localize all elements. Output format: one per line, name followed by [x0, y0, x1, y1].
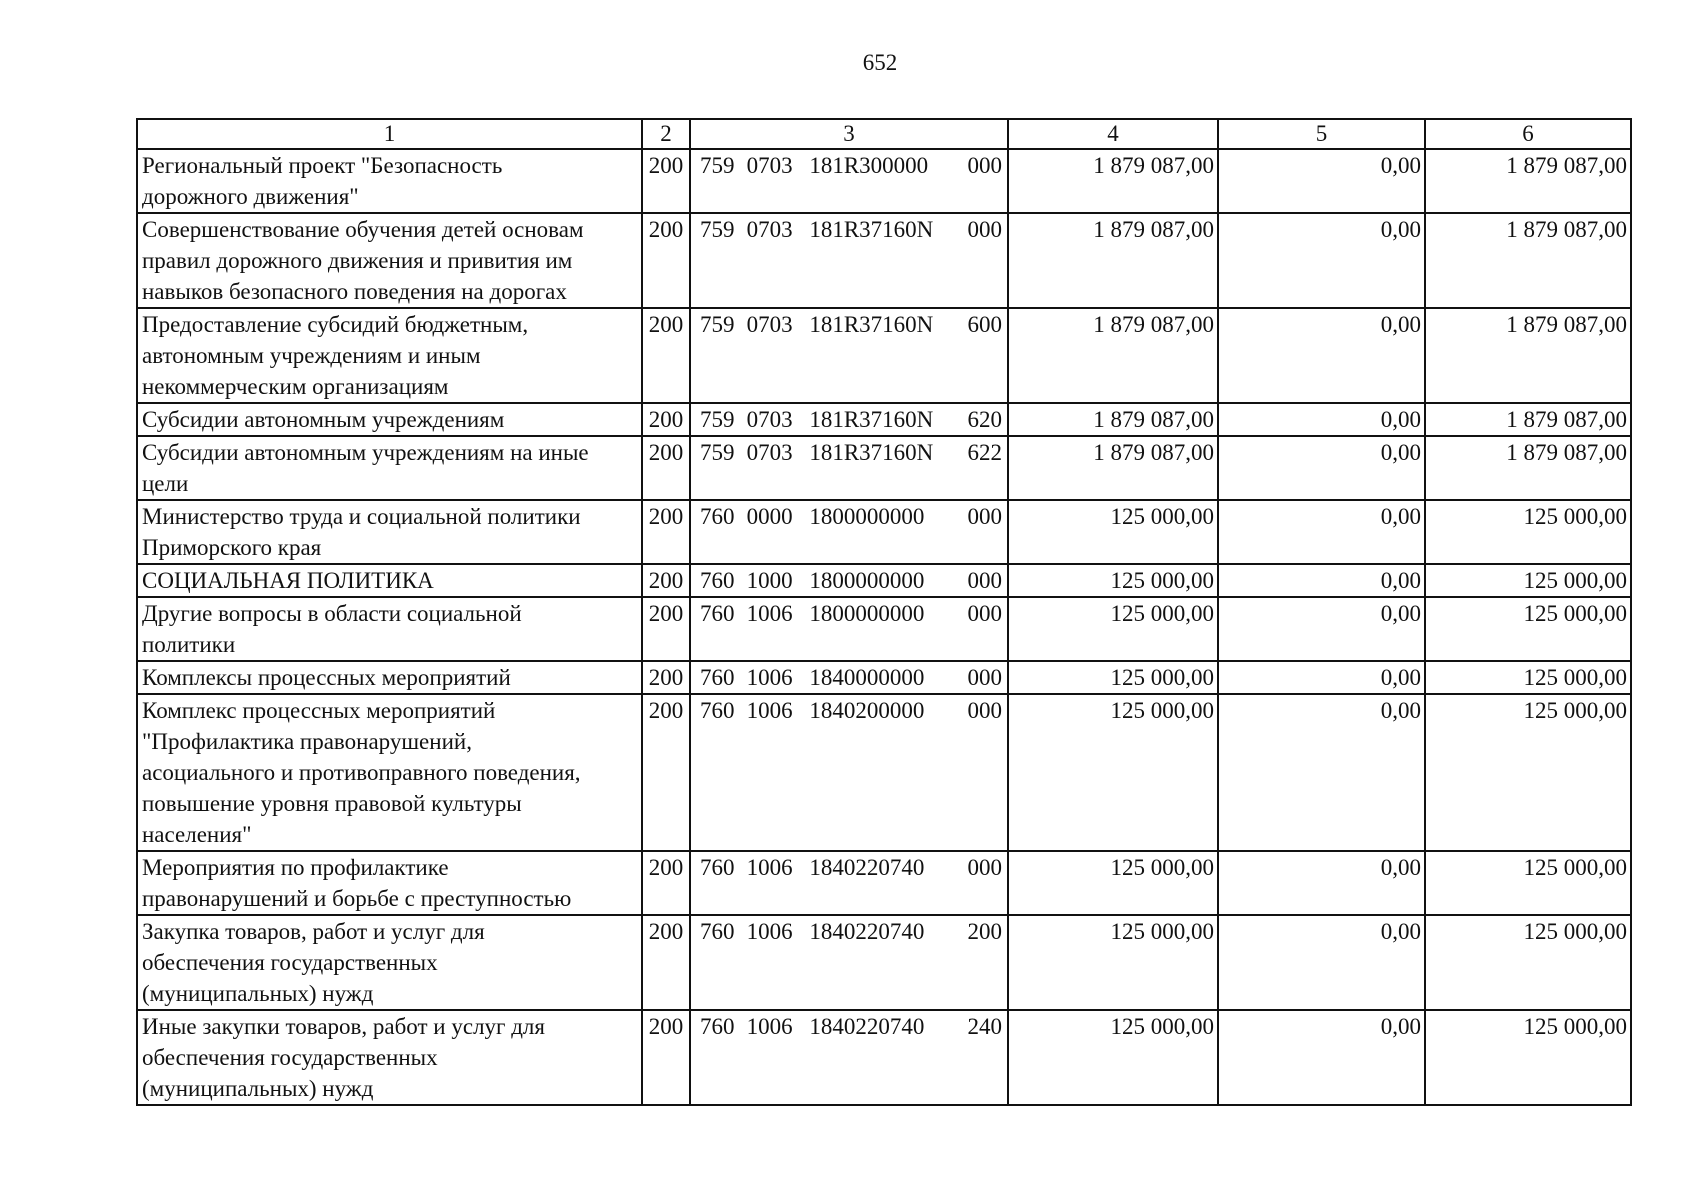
- row-col6-cell: 125 000,00: [1425, 597, 1631, 661]
- table-row: [137, 661, 1631, 694]
- row-col6-cell: 125 000,00: [1425, 661, 1631, 694]
- code-expense-type: 000: [967, 568, 1002, 593]
- row-code-cell: [690, 500, 1008, 564]
- row-col5-cell: 0,00: [1218, 1010, 1425, 1105]
- code-expense-type: 000: [967, 504, 1002, 529]
- table-row: [137, 436, 1631, 500]
- budget-table: [136, 118, 1632, 1106]
- code-cs: 760: [700, 665, 735, 690]
- row-name-cell: Иные закупки товаров, работ и услуг для обеспечения государственных (муниципальных) нужд: [137, 1010, 642, 1105]
- table-row: [137, 213, 1631, 308]
- row-col4-cell: 1 879 087,00: [1008, 403, 1218, 436]
- code-expense-type: 000: [967, 855, 1002, 880]
- row-col5-cell: 0,00: [1218, 308, 1425, 403]
- row-code-cell: [690, 597, 1008, 661]
- code-cs: 759: [700, 217, 735, 242]
- code-cs: 760: [700, 1014, 735, 1039]
- code-expense-type: 000: [967, 601, 1002, 626]
- code-expense-type: 622: [967, 440, 1002, 465]
- row-code-cell: [690, 1010, 1008, 1105]
- row-col5-cell: 0,00: [1218, 597, 1425, 661]
- row-col6-cell: 125 000,00: [1425, 500, 1631, 564]
- code-target: 181R37160N: [809, 312, 934, 337]
- row-col5-cell: 0,00: [1218, 149, 1425, 213]
- code-expense-type: 620: [967, 407, 1002, 432]
- row-col2-cell: 200: [642, 564, 690, 597]
- code-expense-type: 000: [967, 698, 1002, 723]
- row-col4-cell: 125 000,00: [1008, 1010, 1218, 1105]
- row-name-cell: Другие вопросы в области социальной политики: [137, 597, 642, 661]
- code-section: 1000: [746, 568, 793, 593]
- code-target: 181R37160N: [809, 407, 934, 432]
- row-col4-cell: 125 000,00: [1008, 500, 1218, 564]
- code-target: 1840200000: [809, 698, 925, 723]
- row-col5-cell: 0,00: [1218, 694, 1425, 851]
- row-name-cell: Министерство труда и социальной политики Приморского края: [137, 500, 642, 564]
- code-expense-type: 000: [967, 153, 1002, 178]
- row-col6-cell: 1 879 087,00: [1425, 436, 1631, 500]
- row-col4-cell: 1 879 087,00: [1008, 213, 1218, 308]
- row-col4-cell: 125 000,00: [1008, 564, 1218, 597]
- row-col4-cell: 125 000,00: [1008, 851, 1218, 915]
- row-col2-cell: 200: [642, 851, 690, 915]
- column-header: 6: [1425, 119, 1631, 149]
- row-col2-cell: 200: [642, 149, 690, 213]
- page-number: 652: [862, 50, 898, 75]
- row-col2-cell: 200: [642, 694, 690, 851]
- code-cs: 760: [700, 919, 735, 944]
- code-section: 1006: [746, 919, 793, 944]
- table-row: [137, 564, 1631, 597]
- code-expense-type: 600: [967, 312, 1002, 337]
- code-section: 1006: [746, 601, 793, 626]
- code-cs: 759: [700, 153, 735, 178]
- table-row: [137, 149, 1631, 213]
- code-cs: 760: [700, 698, 735, 723]
- row-name-cell: Закупка товаров, работ и услуг для обеспечения государственных (муниципальных) нужд: [137, 915, 642, 1010]
- code-section: 0703: [746, 407, 793, 432]
- column-header: 3: [690, 119, 1008, 149]
- row-code-cell: [690, 436, 1008, 500]
- code-target: 1840220740: [809, 1014, 925, 1039]
- row-name-cell: Предоставление субсидий бюджетным, автономным учреждениям и иным некоммерческим организациям: [137, 308, 642, 403]
- code-cs: 759: [700, 312, 735, 337]
- code-section: 0703: [746, 440, 793, 465]
- code-expense-type: 240: [967, 1014, 1002, 1039]
- row-col6-cell: 1 879 087,00: [1425, 403, 1631, 436]
- row-name-cell: Комплексы процессных мероприятий: [137, 661, 642, 694]
- row-col4-cell: 1 879 087,00: [1008, 308, 1218, 403]
- row-col6-cell: 1 879 087,00: [1425, 308, 1631, 403]
- table-row: [137, 500, 1631, 564]
- code-target: 1800000000: [809, 568, 925, 593]
- row-col2-cell: 200: [642, 213, 690, 308]
- code-section: 1006: [746, 698, 793, 723]
- row-col2-cell: 200: [642, 308, 690, 403]
- row-name-cell: Субсидии автономным учреждениям: [137, 403, 642, 436]
- row-code-cell: [690, 661, 1008, 694]
- row-code-cell: [690, 308, 1008, 403]
- row-col2-cell: 200: [642, 436, 690, 500]
- row-col2-cell: 200: [642, 1010, 690, 1105]
- table-row: [137, 694, 1631, 851]
- row-col4-cell: 125 000,00: [1008, 694, 1218, 851]
- code-section: 1006: [746, 1014, 793, 1039]
- row-col4-cell: 125 000,00: [1008, 597, 1218, 661]
- code-target: 1800000000: [809, 504, 925, 529]
- row-col6-cell: 125 000,00: [1425, 1010, 1631, 1105]
- row-col6-cell: 1 879 087,00: [1425, 149, 1631, 213]
- code-cs: 759: [700, 407, 735, 432]
- row-code-cell: [690, 851, 1008, 915]
- code-expense-type: 200: [967, 919, 1002, 944]
- row-name-cell: Мероприятия по профилактике правонарушений и борьбе с преступностью: [137, 851, 642, 915]
- code-expense-type: 000: [967, 217, 1002, 242]
- row-col6-cell: 1 879 087,00: [1425, 213, 1631, 308]
- row-col6-cell: 125 000,00: [1425, 851, 1631, 915]
- code-target: 1840000000: [809, 665, 925, 690]
- code-section: 0703: [746, 217, 793, 242]
- column-header: 4: [1008, 119, 1218, 149]
- code-target: 181R37160N: [809, 217, 934, 242]
- code-section: 0703: [746, 312, 793, 337]
- code-cs: 760: [700, 601, 735, 626]
- code-section: 0000: [746, 504, 793, 529]
- column-header: 5: [1218, 119, 1425, 149]
- row-col2-cell: 200: [642, 403, 690, 436]
- row-col4-cell: 1 879 087,00: [1008, 149, 1218, 213]
- row-code-cell: [690, 149, 1008, 213]
- row-name-cell: Комплекс процессных мероприятий "Профилактика правонарушений, асоциального и противоправного поведения, повышение уровня правовой культуры населения": [137, 694, 642, 851]
- column-header: 2: [642, 119, 690, 149]
- code-target: 1840220740: [809, 919, 925, 944]
- code-target: 181R300000: [809, 153, 929, 178]
- row-col6-cell: 125 000,00: [1425, 564, 1631, 597]
- row-col5-cell: 0,00: [1218, 564, 1425, 597]
- row-name-cell: СОЦИАЛЬНАЯ ПОЛИТИКА: [137, 564, 642, 597]
- row-name-cell: Региональный проект "Безопасность дорожного движения": [137, 149, 642, 213]
- table-row: [137, 1010, 1631, 1105]
- code-section: 1006: [746, 855, 793, 880]
- row-code-cell: [690, 213, 1008, 308]
- row-code-cell: [690, 403, 1008, 436]
- row-col4-cell: 125 000,00: [1008, 915, 1218, 1010]
- code-cs: 760: [700, 855, 735, 880]
- code-section: 0703: [746, 153, 793, 178]
- code-target: 1840220740: [809, 855, 925, 880]
- code-cs: 760: [700, 568, 735, 593]
- row-col5-cell: 0,00: [1218, 436, 1425, 500]
- row-col6-cell: 125 000,00: [1425, 694, 1631, 851]
- row-col4-cell: 125 000,00: [1008, 661, 1218, 694]
- table-row: [137, 403, 1631, 436]
- row-col5-cell: 0,00: [1218, 915, 1425, 1010]
- table-row: [137, 915, 1631, 1010]
- code-cs: 760: [700, 504, 735, 529]
- code-target: 181R37160N: [809, 440, 934, 465]
- row-code-cell: [690, 564, 1008, 597]
- row-col5-cell: 0,00: [1218, 851, 1425, 915]
- row-code-cell: [690, 694, 1008, 851]
- row-col5-cell: 0,00: [1218, 661, 1425, 694]
- row-col5-cell: 0,00: [1218, 500, 1425, 564]
- code-target: 1800000000: [809, 601, 925, 626]
- code-section: 1006: [746, 665, 793, 690]
- row-col6-cell: 125 000,00: [1425, 915, 1631, 1010]
- row-col4-cell: 1 879 087,00: [1008, 436, 1218, 500]
- row-col5-cell: 0,00: [1218, 403, 1425, 436]
- table-row: [137, 851, 1631, 915]
- row-col2-cell: 200: [642, 915, 690, 1010]
- row-code-cell: [690, 915, 1008, 1010]
- table-row: [137, 597, 1631, 661]
- row-col2-cell: 200: [642, 597, 690, 661]
- row-name-cell: Субсидии автономным учреждениям на иные цели: [137, 436, 642, 500]
- row-col2-cell: 200: [642, 661, 690, 694]
- column-header: 1: [137, 119, 642, 149]
- code-cs: 759: [700, 440, 735, 465]
- code-expense-type: 000: [967, 665, 1002, 690]
- table-row: [137, 308, 1631, 403]
- row-name-cell: Совершенствование обучения детей основам правил дорожного движения и привития им навыков безопасного поведения на дорогах: [137, 213, 642, 308]
- row-col5-cell: 0,00: [1218, 213, 1425, 308]
- row-col2-cell: 200: [642, 500, 690, 564]
- table-header-row: [137, 119, 1631, 149]
